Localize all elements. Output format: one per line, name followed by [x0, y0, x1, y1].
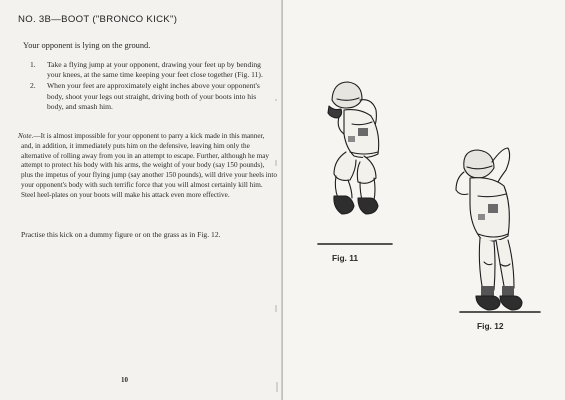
step-number: 1.	[30, 60, 36, 69]
page-number: 10	[121, 376, 128, 384]
section-heading: NO. 3B—BOOT ("BRONCO KICK")	[18, 14, 178, 25]
fig11-jumping-soldier	[318, 82, 392, 244]
intro-text: Your opponent is lying on the ground.	[23, 41, 151, 50]
fig12-caption: Fig. 12	[477, 321, 504, 331]
step-number: 2.	[30, 81, 36, 91]
binding-marks	[275, 100, 277, 392]
step-text: When your feet are approximately eight inches above your opponent's body, shoot your legs out straight, driving both of your boots into his body, and smash him.	[47, 81, 260, 111]
fig12-standing-soldier	[456, 148, 540, 312]
note-text: —It is almost impossible for your opponent to parry a kick made in this manner, and, in addition, it immediately puts him on the defensive, leaving him only the alternative of rolling away from you in an attempt to escape. Further, although he may attempt to protect his body with his arms, the weight of your body (say 150 pounds), plus the impetus of your flying jump (say another 150 pounds), will drive your heels into your opponent's body with such terrific force that you will almost certainly kill him. Steel heel-plates on your boots will make his attack even more effective.	[21, 132, 277, 199]
step-text: Take a flying jump at your opponent, drawing your feet up by bending your knees, at the same time keeping your feet close together (Fig. 11).	[47, 60, 263, 80]
note-label: Note.	[18, 132, 34, 140]
practise-text: Practise this kick on a dummy figure or on the grass as in Fig. 12.	[21, 230, 221, 239]
fig11-caption: Fig. 11	[332, 253, 359, 263]
